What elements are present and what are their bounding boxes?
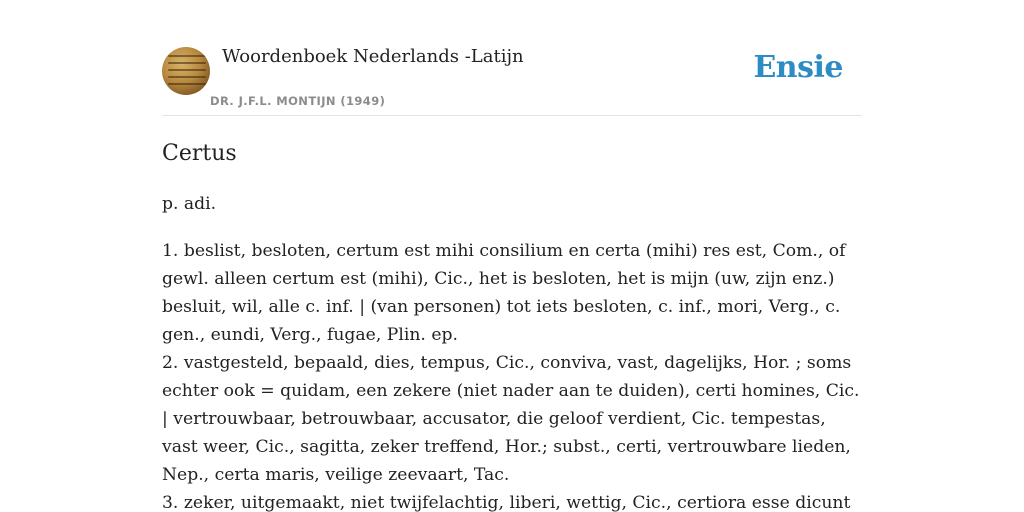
site-header bbox=[162, 0, 862, 116]
entry-senses bbox=[162, 237, 864, 512]
entry-headword: Certus bbox=[162, 141, 237, 166]
sense-3: 3. zeker, uitgemaakt, niet twijfelachtig, liberi, wettig, Cic., certiora esse dicunt bbox=[162, 493, 851, 512]
seal-inscription bbox=[168, 55, 206, 87]
ensie-logo-link[interactable]: Ensie bbox=[753, 50, 843, 85]
sense-1: 1. beslist, besloten, certum est mihi consilium en certa (mihi) res est, Com., of gewl. alleen certum est (mihi), Cic., het is besloten, het is mijn (uw, zijn enz.) besluit, wil, alle c. inf. | (van personen) tot iets besloten, c. inf., mori, Verg., c. gen., eundi, Verg., fugae, Plin. ep. bbox=[162, 241, 846, 345]
book-author: DR. J.F.L. MONTIJN (1949) bbox=[210, 94, 386, 108]
sense-2: 2. vastgesteld, bepaald, dies, tempus, Cic., conviva, vast, dagelijks, Hor. ; soms echter ook = quidam, een zekere (niet nader aan te duiden), certi homines, Cic. | vertrouwbaar, betrouwbaar, accusator, die geloof verdient, Cic. tempestas, vast weer, Cic., sagitta, zeker treffend, Hor.; subst., certi, vertrouwbare lieden, Nep., certa maris, veilige zeevaart, Tac. bbox=[162, 353, 860, 485]
part-of-speech: p. adi. bbox=[162, 194, 217, 214]
entry-content bbox=[162, 138, 864, 512]
dictionary-seal-icon[interactable] bbox=[162, 47, 210, 95]
book-title[interactable]: Woordenboek Nederlands -Latijn bbox=[222, 46, 524, 67]
